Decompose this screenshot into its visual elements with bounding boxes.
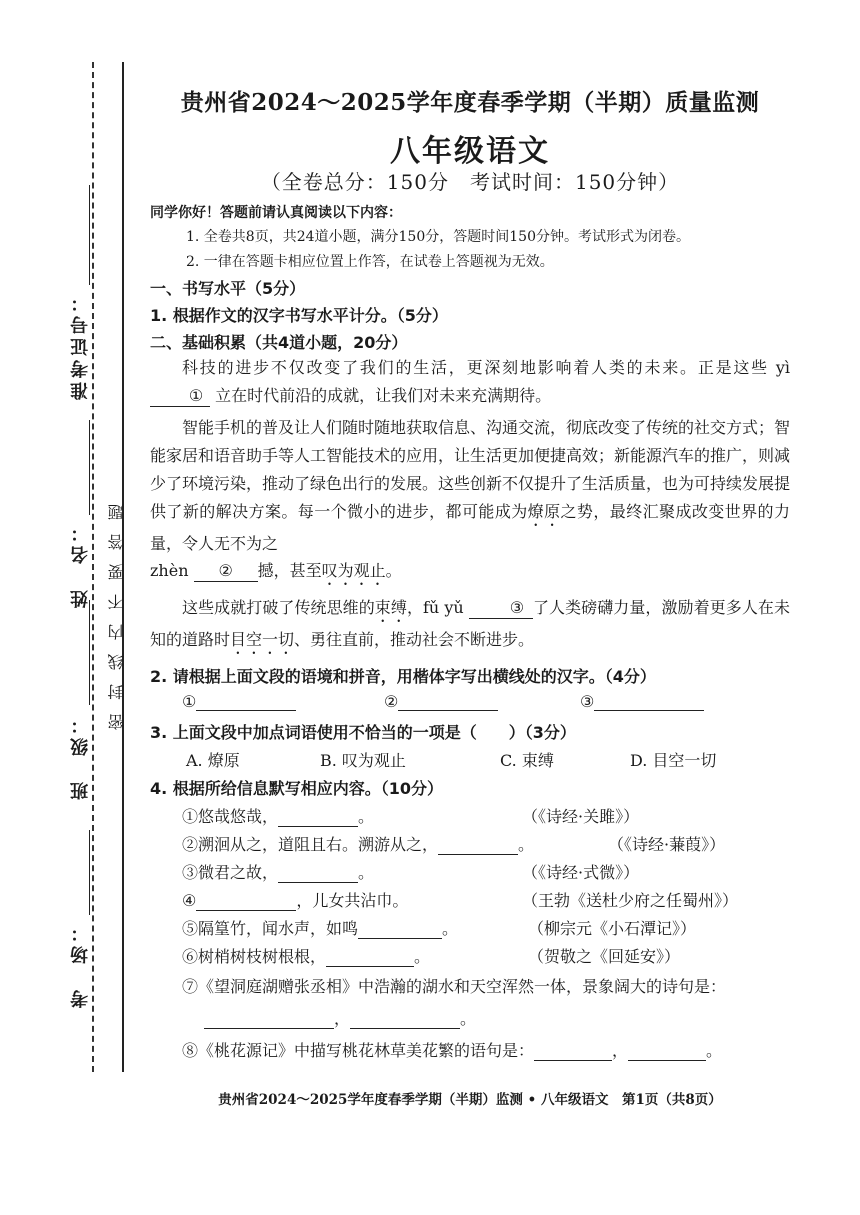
option-d: D. 目空一切 bbox=[630, 751, 717, 770]
fill-line bbox=[196, 892, 296, 911]
recite-text: 。 bbox=[518, 835, 535, 854]
recite-line-7-blanks bbox=[204, 1006, 476, 1029]
passage-text: 、勇往直前，推动社会不断进步。 bbox=[294, 630, 535, 649]
blank-2: ② bbox=[194, 561, 258, 582]
note-item: 1. 全卷共8页，共24道小题，满分150分，答题时间150分钟。考试形式为闭卷。 bbox=[186, 229, 690, 245]
passage-text: 之势，最终汇聚成改变世界的力量，令人无不为之 bbox=[150, 502, 790, 553]
recite-line-5 bbox=[182, 916, 458, 939]
recite-text: ②溯洄从之，道阻且右。溯游从之， bbox=[182, 835, 439, 854]
recite-text: 。 bbox=[460, 1009, 477, 1028]
recite-line-3 bbox=[182, 860, 374, 883]
exam-info: （全卷总分：150分 考试时间：150分钟） bbox=[260, 170, 680, 194]
dotted-word: 束缚 bbox=[374, 598, 407, 617]
recite-text: ⑥树梢树枝树根根， bbox=[182, 947, 327, 966]
class-label: 班 级： bbox=[70, 712, 91, 800]
dotted-word: 燎原 bbox=[527, 502, 561, 521]
question-4: 4. 根据所给信息默写相应内容。（10分） bbox=[150, 779, 444, 798]
name-label: 姓 名： bbox=[70, 520, 91, 608]
fill-line bbox=[278, 864, 358, 883]
answer-line bbox=[594, 692, 704, 711]
page-footer: 贵州省2024～2025学年度春季学期（半期）监测 • 八年级语文 第1页（共8页） bbox=[218, 1092, 722, 1108]
recite-source: （《诗经·蒹葭》） bbox=[608, 835, 726, 854]
exam-number-label: 准考证号： bbox=[70, 290, 91, 400]
recite-source: （柳宗元《小石潭记》） bbox=[528, 919, 697, 938]
blank-3: ③ bbox=[469, 598, 533, 619]
passage-zhen-line bbox=[150, 558, 402, 589]
recite-source: （《诗经·式微》） bbox=[522, 863, 640, 882]
passage-text: 这些成就打破了传统思维的 bbox=[182, 598, 375, 617]
recite-text: 。 bbox=[442, 919, 459, 938]
recite-line-7: ⑦《望洞庭湖赠张丞相》中浩瀚的湖水和天空浑然一体，景象阔大的诗句是： bbox=[182, 977, 727, 996]
room-line bbox=[89, 830, 90, 915]
recite-text: 。 bbox=[358, 807, 375, 826]
passage-text: ，fǔ yǔ bbox=[406, 598, 464, 617]
room-label: 考 场： bbox=[70, 920, 91, 1008]
recite-source: （贺敬之《回延安》） bbox=[528, 947, 681, 966]
fill-line bbox=[438, 836, 518, 855]
passage-text: 立在时代前沿的成就，让我们对未来充满期待。 bbox=[215, 386, 552, 405]
section-2-heading: 二、基础积累（共4道小题，20分） bbox=[150, 333, 408, 352]
note-item: 2. 一律在答题卡相应位置上作答，在试卷上答题视为无效。 bbox=[186, 254, 554, 270]
recite-line-6 bbox=[182, 944, 430, 967]
answer-label: ③ bbox=[580, 692, 595, 711]
recite-text: ， bbox=[334, 1009, 351, 1028]
recite-text: ④ bbox=[182, 891, 197, 910]
answer-slot-3 bbox=[580, 692, 704, 711]
answer-slot-1 bbox=[182, 692, 296, 711]
fill-line bbox=[204, 1010, 334, 1029]
recite-text: ③微君之故， bbox=[182, 863, 279, 882]
option-b: B. 叹为观止 bbox=[320, 751, 406, 770]
fill-line bbox=[534, 1042, 612, 1061]
fill-line bbox=[278, 808, 358, 827]
passage-text: 科技的进步不仅改变了我们的生活，更深刻地影响着人类的未来。正是这些 yì bbox=[182, 358, 790, 377]
recite-text: ⑤隔篁竹，闻水声，如鸣 bbox=[182, 919, 359, 938]
passage-paragraph-2 bbox=[150, 414, 790, 558]
recite-source: （《诗经·关雎》） bbox=[522, 807, 640, 826]
passage-text: 智能手机的普及让人们随时随地获取信息、沟通交流，彻底改变了传统的社交方式；智能家居和语音助手等人工智能技术的应用，让生活更加便捷高效；新能源汽车的推广，则减少了环境污染，推动了绿色出行的发展。这些创新不仅提升了生活质量，也为可持续发展提供了新的解决方案。每一个微小的进步，都可能成为 bbox=[150, 418, 791, 521]
recite-line-8 bbox=[182, 1038, 722, 1061]
fill-line bbox=[628, 1042, 706, 1061]
passage-paragraph-3 bbox=[150, 594, 790, 658]
option-a: A. 燎原 bbox=[186, 751, 240, 770]
subject-title: 八年级语文 bbox=[390, 134, 550, 169]
class-line bbox=[89, 600, 90, 705]
notes-heading: 同学你好！答题前请认真阅读以下内容： bbox=[150, 205, 402, 221]
answer-line bbox=[196, 692, 296, 711]
fill-line bbox=[358, 920, 442, 939]
recite-line-4 bbox=[182, 888, 408, 911]
seal-warning: 密封线内不要答题 bbox=[107, 490, 126, 730]
recite-text: 。 bbox=[414, 947, 431, 966]
recite-source: （王勃《送杜少府之任蜀州》） bbox=[522, 891, 739, 910]
answer-label: ① bbox=[182, 692, 197, 711]
dotted-word: 目空一切 bbox=[230, 630, 295, 649]
passage-text: 。 bbox=[385, 561, 402, 580]
answer-label: ② bbox=[384, 692, 399, 711]
recite-text: 。 bbox=[358, 863, 375, 882]
question-3: 3. 上面文段中加点词语使用不恰当的一项是（ ）（3分） bbox=[150, 723, 576, 742]
option-c: C. 束缚 bbox=[500, 751, 554, 770]
question-2: 2. 请根据上面文段的语境和拼音，用楷体字写出横线处的汉字。（4分） bbox=[150, 667, 656, 686]
blank-1: ① bbox=[150, 386, 210, 407]
pinyin: zhèn bbox=[150, 561, 189, 580]
dotted-word: 叹为观止 bbox=[321, 561, 386, 580]
passage-text: 撼，甚至 bbox=[257, 561, 322, 580]
recite-text: ，儿女共沾巾。 bbox=[296, 891, 409, 910]
fill-line bbox=[350, 1010, 460, 1029]
exam-title: 贵州省2024～2025学年度春季学期（半期）质量监测 bbox=[180, 89, 760, 116]
passage-paragraph-1 bbox=[150, 354, 790, 410]
section-1-heading: 一、书写水平（5分） bbox=[150, 279, 306, 298]
answer-line bbox=[398, 692, 498, 711]
answer-slot-2 bbox=[384, 692, 498, 711]
recite-text: ①悠哉悠哉， bbox=[182, 807, 279, 826]
recite-text: ⑧《桃花源记》中描写桃花林草美花繁的语句是： bbox=[182, 1041, 535, 1060]
name-line bbox=[89, 420, 90, 515]
recite-line-1 bbox=[182, 804, 374, 827]
fill-line bbox=[326, 948, 414, 967]
passage-text: 了人类磅礴力量，激励着更多人在未知的道路时 bbox=[150, 598, 790, 649]
recite-line-2 bbox=[182, 832, 534, 855]
recite-text: 。 bbox=[706, 1041, 723, 1060]
question-1: 1. 根据作文的汉字书写水平计分。（5分） bbox=[150, 306, 448, 325]
recite-text: ， bbox=[612, 1041, 629, 1060]
exam-number-line bbox=[89, 185, 90, 285]
